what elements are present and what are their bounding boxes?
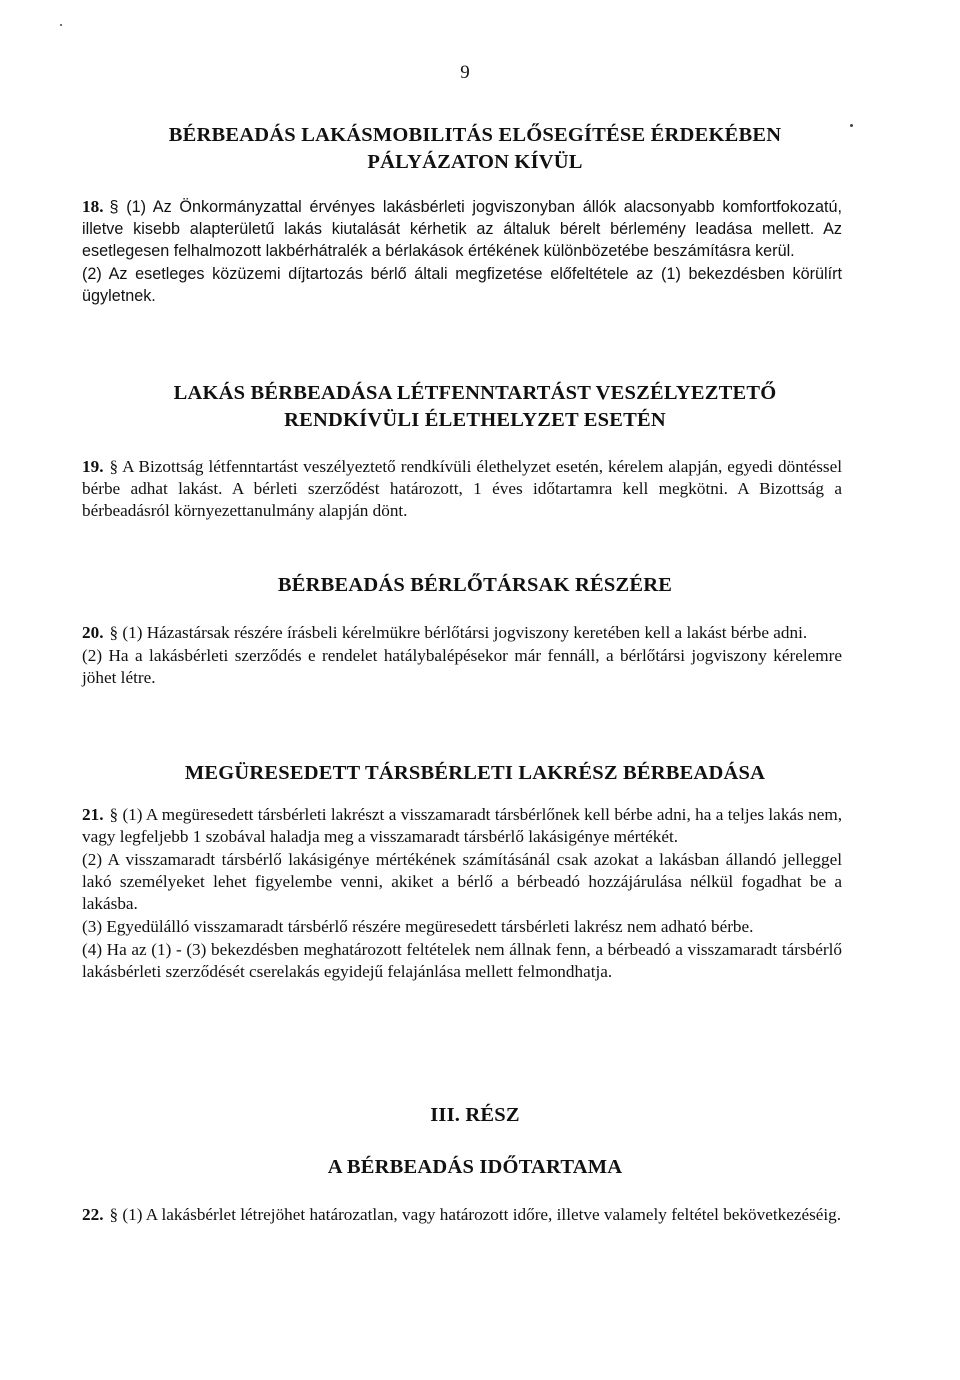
paragraph: (2) Ha a lakásbérleti szerződés e rendelet hatálybalépésekor már fennáll, a bérlőtársi jogviszony kérelemre jöhet létre. xyxy=(82,646,842,687)
paragraph-text: § (1) A megüresedett társbérleti lakrészt a visszamaradt társbérlőnek kell bérbe adni, ha a teljes lakás nem, vagy legfeljebb 1 szobával haladja meg a visszamaradt társbérlő lakásigénye mértékét. xyxy=(82,805,842,846)
paragraph-text: § (1) Házastársak részére írásbeli kérelmükre bérlőtársi jogviszony keretében kell a lakást bérbe adni. xyxy=(109,623,808,642)
paragraph xyxy=(82,804,842,848)
section-heading-berlotarsak xyxy=(80,572,870,599)
section-number: 18. xyxy=(82,197,104,216)
section-21 xyxy=(82,804,842,984)
paragraph xyxy=(82,1204,842,1226)
section-heading-tarsberlet xyxy=(80,760,870,787)
paragraph: (3) Egyedülálló visszamaradt társbérlő részére megüresedett társbérleti lakrész nem adható bérbe. xyxy=(82,917,754,936)
paragraph: (2) Az esetleges közüzemi díjtartozás bérlő általi megfizetése előfeltétele az (1) bekezdésben körülírt ügyletnek. xyxy=(82,265,842,305)
scan-speck xyxy=(60,24,62,26)
scan-speck xyxy=(850,124,853,127)
page-number: 9 xyxy=(460,62,470,83)
heading-line: III. RÉSZ xyxy=(430,1104,520,1126)
heading-line: BÉRBEADÁS LAKÁSMOBILITÁS ELŐSEGÍTÉSE ÉRDEKÉBEN xyxy=(168,124,782,146)
section-heading-idotartam xyxy=(80,1154,870,1181)
heading-line: MEGÜRESEDETT TÁRSBÉRLETI LAKRÉSZ BÉRBEADÁSA xyxy=(184,762,766,784)
paragraph xyxy=(82,456,842,522)
section-number: 19. xyxy=(82,457,104,476)
paragraph: (4) Ha az (1) - (3) bekezdésben meghatározott feltételek nem állnak fenn, a bérbeadó a visszamaradt társbérlő lakásbérleti szerződését cserelakás egyidejű felajánlása mellett felmondhatja. xyxy=(82,940,842,981)
paragraph-text: § (1) Az Önkormányzattal érvényes lakásbérleti jogviszonyban állók alacsonyabb komfortfokozatú, illetve kisebb alapterületű lakás kiutalását kérhetik az általuk bérelt bérlemény leadása mellett. Az esetlegesen felhalmozott lakbérhátralék a bérlakások értékének különbözetébe beszámításra kerül. xyxy=(82,198,842,260)
section-heading-letfenntartas xyxy=(80,380,870,434)
heading-line: A BÉRBEADÁS IDŐTARTAMA xyxy=(327,1156,623,1178)
paragraph xyxy=(82,622,842,644)
paragraph-text: § (1) A lakásbérlet létrejöhet határozatlan, vagy határozott időre, illetve valamely feltétel bekövetkezéséig. xyxy=(109,1205,842,1224)
paragraph-text: § A Bizottság létfenntartást veszélyeztető rendkívüli élethelyzet esetén, kérelem alapján, egyedi döntéssel bérbe adhat lakást. A bérleti szerződést határozott, 1 éves időtartamra kell megkötni. A Bizottság a bérbeadásról környezettanulmány alapján dönt. xyxy=(82,457,842,520)
section-22 xyxy=(82,1204,842,1227)
section-number: 21. xyxy=(82,805,104,824)
section-19 xyxy=(82,456,842,523)
part-heading xyxy=(80,1102,870,1129)
heading-line: PÁLYÁZATON KÍVÜL xyxy=(367,151,583,173)
section-heading-lakasmobilitas xyxy=(80,122,870,176)
heading-line: LAKÁS BÉRBEADÁSA LÉTFENNTARTÁST VESZÉLYEZTETŐ xyxy=(173,382,777,404)
paragraph: (2) A visszamaradt társbérlő lakásigénye mértékének számításánál csak azokat a lakásban állandó jelleggel lakó személyeket lehet figyelembe venni, akiket a bérlő a bérbeadó hozzájárulása nélkül fogadhat be a lakásba. xyxy=(82,850,842,913)
heading-line: RENDKÍVÜLI ÉLETHELYZET ESETÉN xyxy=(284,409,666,431)
section-18 xyxy=(82,196,842,308)
section-number: 22. xyxy=(82,1205,104,1224)
heading-line: BÉRBEADÁS BÉRLŐTÁRSAK RÉSZÉRE xyxy=(277,574,673,596)
section-number: 20. xyxy=(82,623,104,642)
section-20 xyxy=(82,622,842,690)
paragraph xyxy=(82,196,842,262)
